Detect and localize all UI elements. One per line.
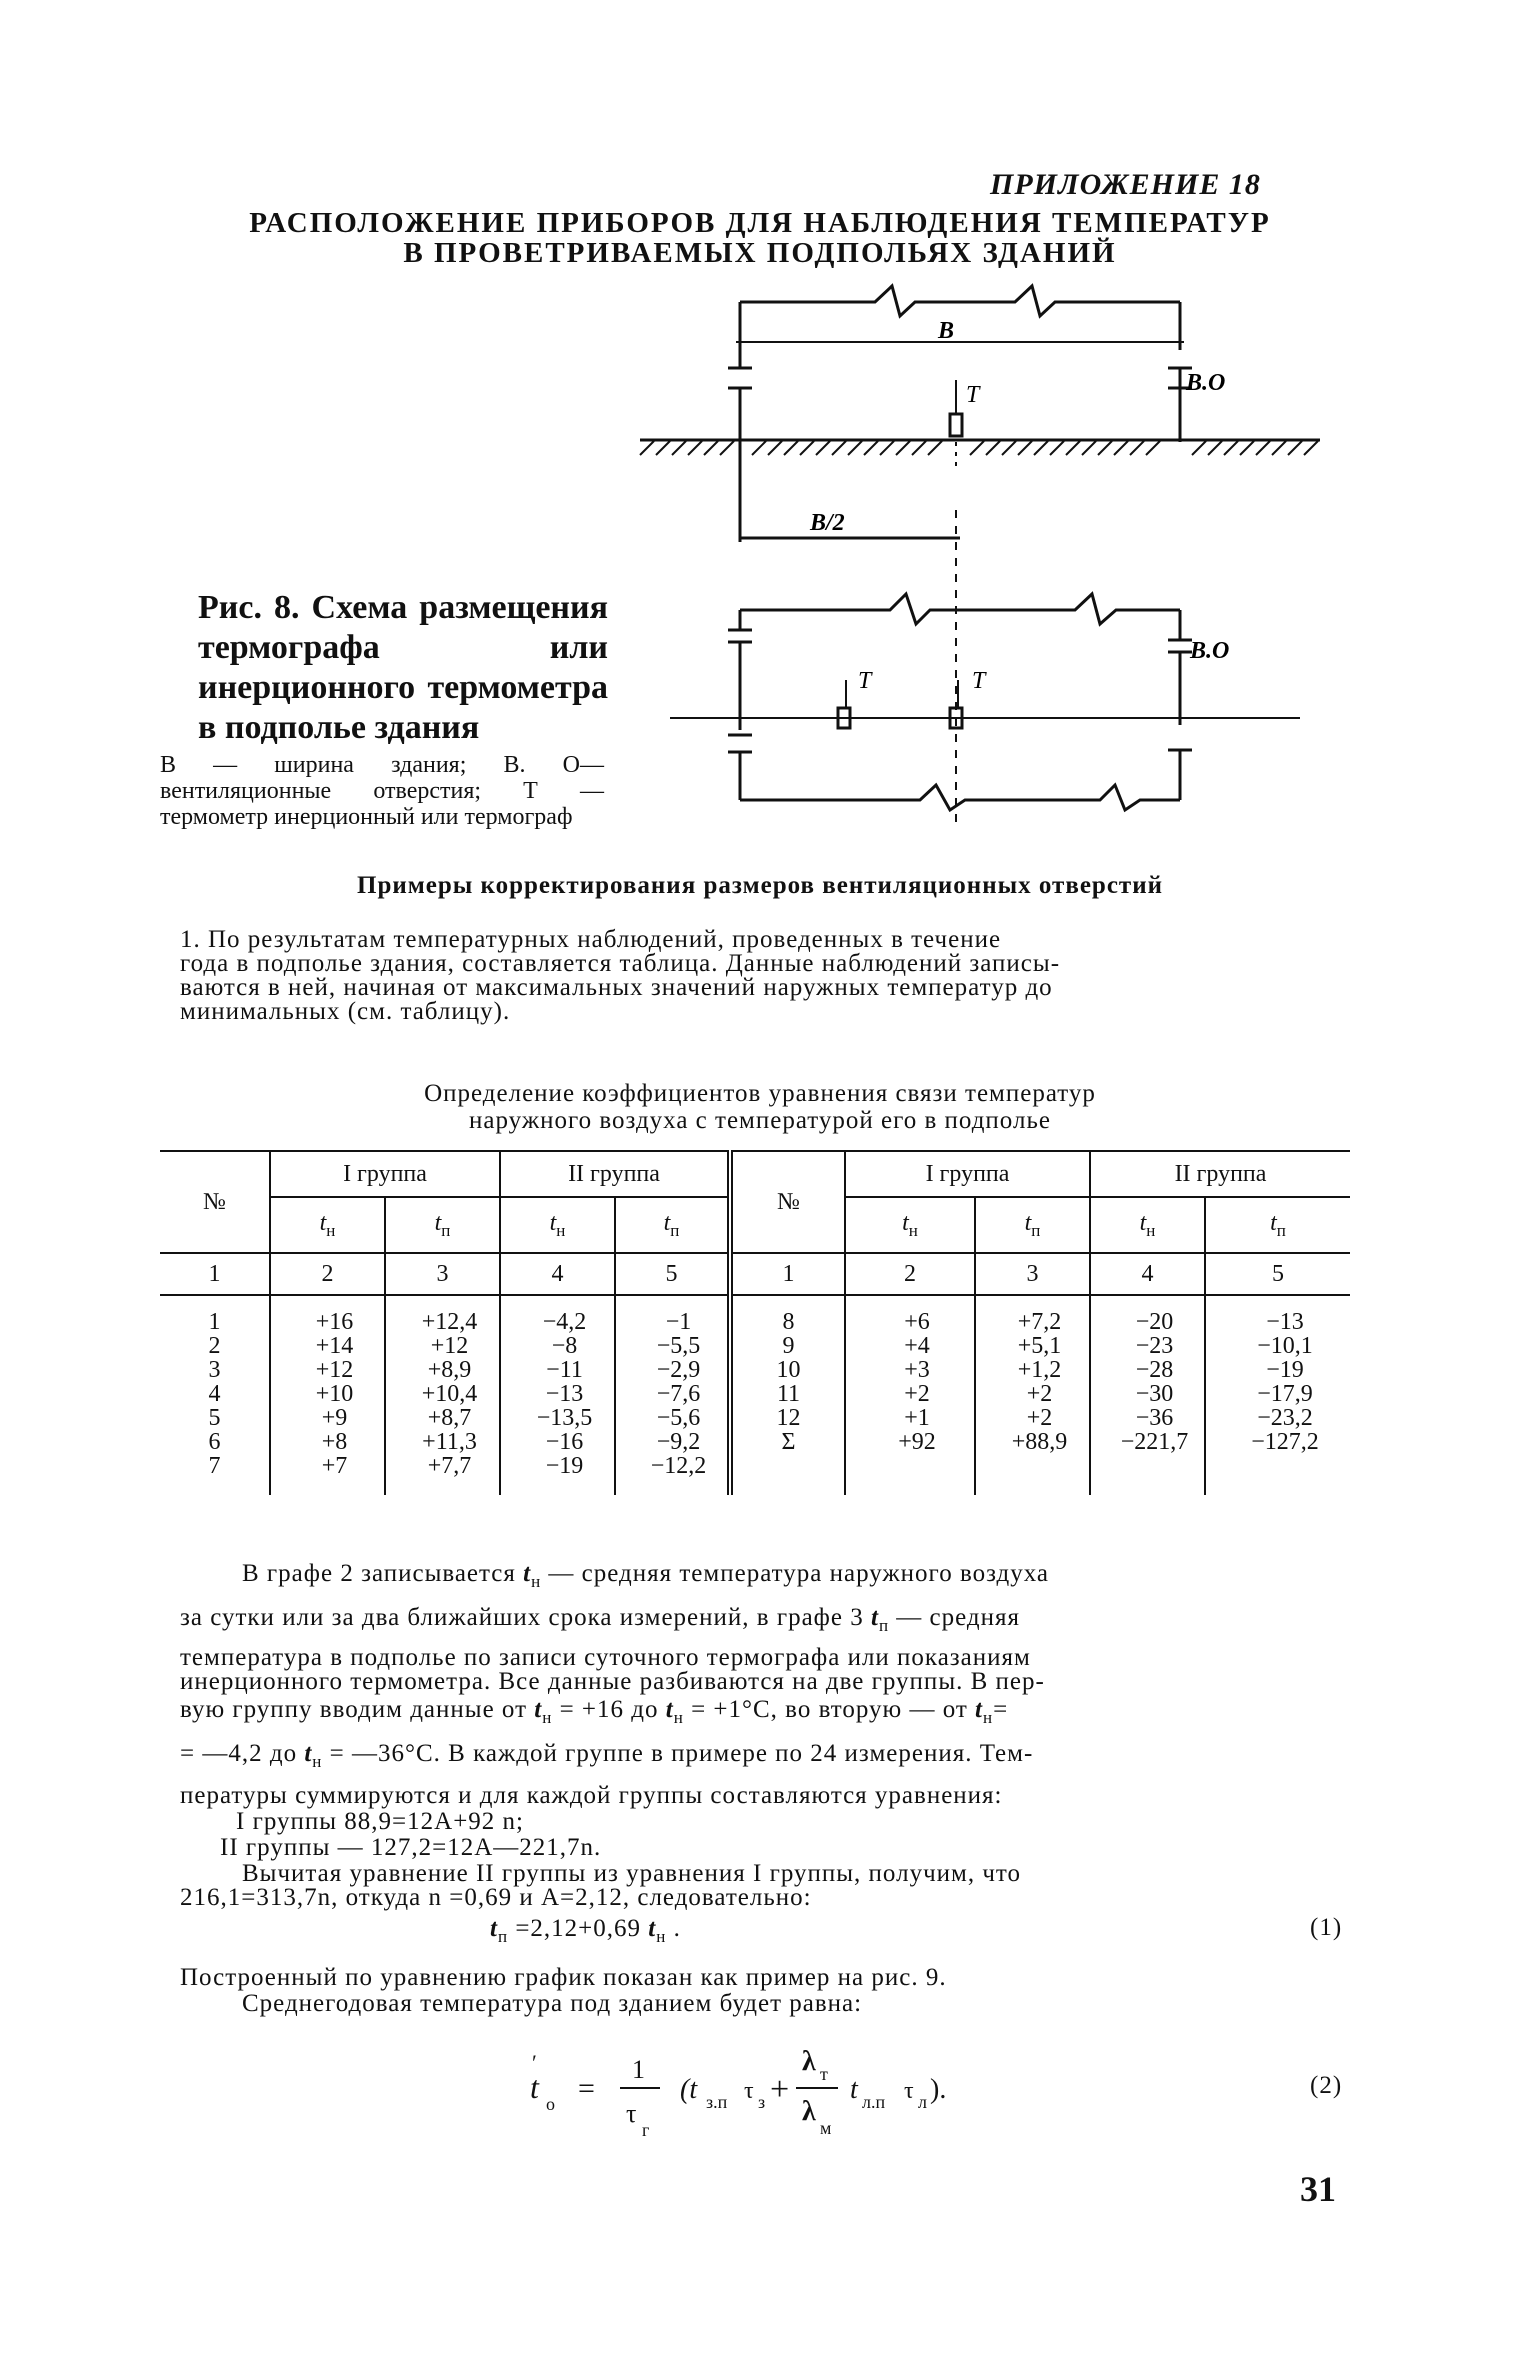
right-tp-group1: +7,2 +5,1 +1,2 +2 +2 +88,9 (975, 1295, 1090, 1495)
table-caption-line2: наружного воздуха с температурой его в подполье (469, 1107, 1051, 1134)
group1-header-left: I группа (270, 1151, 500, 1197)
page-number: 31 (1300, 2169, 1336, 2209)
left-tn-group2: −4,2 −8 −11 −13 −13,5 −16 −19 (500, 1295, 615, 1495)
svg-text:).: ). (930, 2074, 947, 2105)
th-tp-2: $t_п$ (615, 1197, 730, 1253)
formula-2 (520, 2040, 1080, 2160)
right-tn-group1: +6 +4 +3 +2 +1 +92 (845, 1295, 975, 1495)
colnum-4-right: 4 (1090, 1253, 1205, 1295)
right-tn-group2: −20 −23 −28 −30 −36 −221,7 (1090, 1295, 1205, 1495)
equation-1: $t_п =2,12+0,69$ $t_н$ . (490, 1915, 681, 1946)
body-line-7: пературы суммируются и для каждой группы составляются уравнения: (180, 1782, 1003, 1809)
body-line-10: Построенный по уравнению график показан как пример на рис. 9. (180, 1964, 947, 1991)
body-line-6: = —4,2 до $t_н$ = —36°С. В каждой группе в примере по 24 измерения. Тем- (180, 1740, 1034, 1771)
label-vo-top: В.О (1186, 370, 1226, 396)
colnum-1-left: 1 (208, 1260, 221, 1287)
figure-caption: Рис. 8. Схема размещения термографа или инерционного термометра в подполье здания (198, 589, 608, 746)
left-no-column: 1 2 3 4 5 6 7 (208, 1309, 221, 1479)
svg-text:+: + (770, 2071, 790, 2108)
equation-group2: II группы — 127,2=12А—221,7n. (220, 1834, 602, 1861)
colnum-2-left: 2 (270, 1253, 385, 1295)
figure-legend: В — ширина здания; В. О— вентиляционные отверстия; Т — термометр инерционный или термограф (160, 752, 604, 830)
right-no-column: 8 9 10 11 12 Σ (730, 1295, 845, 1495)
left-tp-group2: −1 −5,5 −2,9 −7,6 −5,6 −9,2 −12,2 (615, 1295, 730, 1495)
left-tn-group1: +16 +14 +12 +10 +9 +8 +7 (270, 1295, 385, 1495)
equation-1-number: (1) (1310, 1914, 1343, 1941)
label-b-half: В/2 (810, 510, 845, 536)
num-header-right: № (730, 1151, 845, 1253)
label-t-top: Т (966, 382, 980, 408)
svg-text:г: г (642, 2120, 650, 2140)
left-tp-group1: +12,4 +12 +8,9 +10,4 +8,7 +11,3 +7,7 (385, 1295, 500, 1495)
label-vo-bottom: В.О (1190, 638, 1230, 664)
svg-text:з.п: з.п (706, 2092, 728, 2112)
temperature-table (160, 1150, 1350, 1495)
svg-text:λ: λ (802, 2096, 816, 2127)
body-line-4: инерционного термометра. Все данные разбиваются на две группы. В пер- (180, 1668, 1045, 1695)
th-tp-3: $t_п$ (975, 1197, 1090, 1253)
svg-text:λ: λ (802, 2046, 816, 2077)
svg-text:t: t (530, 2069, 539, 2105)
label-b: В (938, 318, 955, 344)
svg-text:τ: τ (744, 2078, 754, 2104)
svg-text:′: ′ (532, 2050, 537, 2075)
svg-text:1: 1 (632, 2055, 645, 2084)
svg-text:о: о (546, 2094, 555, 2114)
colnum-4-left: 4 (500, 1253, 615, 1295)
label-t-right: Т (972, 668, 986, 694)
page-title-line2: В ПРОВЕТРИВАЕМЫХ ПОДПОЛЬЯХ ЗДАНИЙ (403, 237, 1117, 269)
page-title-line1: РАСПОЛОЖЕНИЕ ПРИБОРОВ ДЛЯ НАБЛЮДЕНИЯ ТЕМПЕРАТУР (249, 207, 1271, 239)
svg-text:л: л (918, 2092, 927, 2112)
colnum-3-right: 3 (975, 1253, 1090, 1295)
right-tp-group2: −13 −10,1 −19 −17,9 −23,2 −127,2 (1205, 1295, 1350, 1495)
svg-text:τ: τ (904, 2078, 914, 2104)
intro-line-2: года в подполье здания, составляется таблица. Данные наблюдений записы- (180, 950, 1061, 977)
equation-2-number: (2) (1310, 2072, 1343, 2099)
svg-text:=: = (578, 2072, 595, 2105)
group2-header-left: II группа (500, 1151, 730, 1197)
equation-group1: I группы 88,9=12А+92 n; (236, 1808, 525, 1835)
svg-text:м: м (820, 2118, 832, 2138)
svg-text:л.п: л.п (862, 2092, 886, 2112)
colnum-2-right: 2 (845, 1253, 975, 1295)
th-tn-2: $t_н$ (500, 1197, 615, 1253)
svg-text:з: з (758, 2092, 766, 2112)
section-heading: Примеры корректирования размеров вентиляционных отверстий (357, 872, 1163, 899)
svg-text:(t: (t (680, 2074, 698, 2105)
ventilation-diagram (620, 280, 1340, 860)
intro-line-1: 1. По результатам температурных наблюдений, проведенных в течение (180, 926, 1002, 953)
appendix-label: ПРИЛОЖЕНИЕ 18 (990, 168, 1261, 201)
colnum-5-left: 5 (615, 1253, 730, 1295)
colnum-1-right: 1 (730, 1253, 845, 1295)
body-line-8: Вычитая уравнение II группы из уравнения I группы, получим, что (242, 1860, 1022, 1887)
body-line-2: за сутки или за два ближайших срока измерений, в графе 3 $t_п$ — средняя (180, 1604, 1021, 1635)
svg-text:t: t (850, 2074, 858, 2105)
th-tp-1: $t_п$ (385, 1197, 500, 1253)
th-tn-3: $t_н$ (845, 1197, 975, 1253)
th-tn-4: $t_н$ (1090, 1197, 1205, 1253)
intro-line-4: минимальных (см. таблицу). (180, 998, 511, 1025)
label-t-left: Т (858, 668, 872, 694)
table-caption-line1: Определение коэффициентов уравнения связи температур (424, 1080, 1096, 1107)
group1-header-right: I группа (845, 1151, 1090, 1197)
body-line-11: Среднегодовая температура под зданием будет равна: (242, 1990, 863, 2017)
body-line-5: вую группу вводим данные от $t_н = +16$ до $t_н = +1^\circ С$, во вторую — от $t_н=$ (180, 1696, 1009, 1727)
group2-header-right: II группа (1090, 1151, 1350, 1197)
svg-text:т: т (820, 2064, 828, 2084)
th-tp-4: $t_п$ (1205, 1197, 1350, 1253)
colnum-3-left: 3 (385, 1253, 500, 1295)
table-row (160, 1295, 1350, 1495)
svg-text:τ: τ (626, 2099, 637, 2128)
num-header-left: № (203, 1188, 226, 1215)
body-line-9: 216,1=313,7n, откуда n =0,69 и А=2,12, следовательно: (180, 1884, 812, 1911)
colnum-5-right: 5 (1205, 1253, 1350, 1295)
th-tn-1: $t_н$ (270, 1197, 385, 1253)
body-line-1: В графе 2 записывается $t_н$ — средняя температура наружного воздуха (242, 1560, 1049, 1591)
intro-line-3: ваются в ней, начиная от максимальных значений наружных температур до (180, 974, 1053, 1001)
body-line-3: температура в подполье по записи суточного термографа или показаниям (180, 1644, 1031, 1671)
